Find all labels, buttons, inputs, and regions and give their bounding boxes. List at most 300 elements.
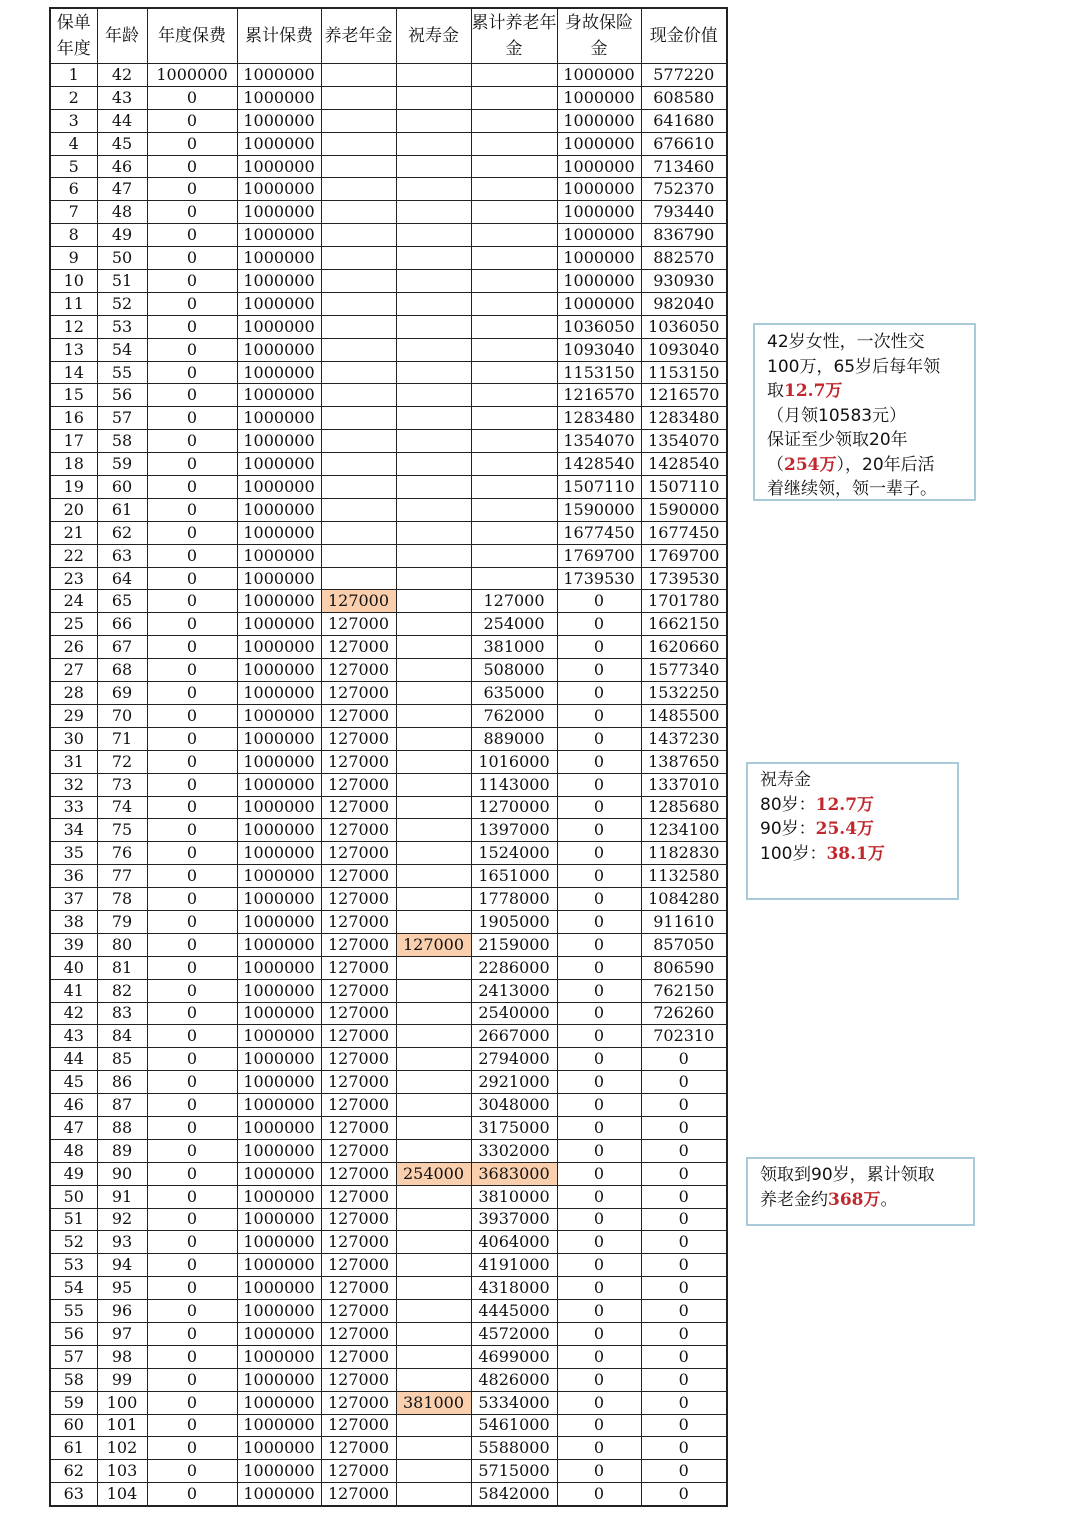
table-row — [50, 979, 727, 1002]
table-row — [50, 1208, 727, 1231]
cell-annual-premium: 0 — [147, 567, 237, 590]
cell-cumulative-annuity — [471, 407, 557, 430]
cell-age: 59 — [97, 453, 147, 476]
cell-longevity-bonus — [396, 1322, 471, 1345]
cell-death-benefit: 0 — [557, 704, 641, 727]
cell-policy-year: 3 — [50, 109, 97, 132]
bonus-age-90: 90岁： — [760, 819, 816, 839]
cell-cumulative-annuity — [471, 109, 557, 132]
cell-longevity-bonus — [396, 842, 471, 865]
cell-policy-year: 13 — [50, 338, 97, 361]
cell-cash-value: 793440 — [641, 201, 727, 224]
cell-annual-premium: 0 — [147, 613, 237, 636]
cell-cumulative-premium: 1000000 — [237, 659, 321, 682]
cell-policy-year: 52 — [50, 1231, 97, 1254]
cell-age: 94 — [97, 1254, 147, 1277]
cell-annuity — [321, 476, 396, 499]
cell-cumulative-premium: 1000000 — [237, 727, 321, 750]
cell-policy-year: 16 — [50, 407, 97, 430]
cell-age: 74 — [97, 796, 147, 819]
cell-age: 85 — [97, 1048, 147, 1071]
cell-cumulative-premium: 1000000 — [237, 270, 321, 293]
cell-cash-value: 0 — [641, 1254, 727, 1277]
summary-note — [753, 323, 976, 501]
table-row — [50, 498, 727, 521]
cell-death-benefit: 0 — [557, 1460, 641, 1483]
table-row — [50, 1345, 727, 1368]
cell-longevity-bonus — [396, 270, 471, 293]
cell-cash-value: 0 — [641, 1071, 727, 1094]
cell-age: 56 — [97, 384, 147, 407]
cell-age: 49 — [97, 224, 147, 247]
cell-age: 60 — [97, 476, 147, 499]
cell-cumulative-annuity: 5715000 — [471, 1460, 557, 1483]
cell-longevity-bonus — [396, 636, 471, 659]
cell-annuity — [321, 407, 396, 430]
table-row — [50, 888, 727, 911]
cell-death-benefit: 0 — [557, 1185, 641, 1208]
cell-death-benefit: 0 — [557, 1414, 641, 1437]
cell-death-benefit: 0 — [557, 1391, 641, 1414]
cell-cash-value: 0 — [641, 1391, 727, 1414]
cell-death-benefit: 1000000 — [557, 155, 641, 178]
cell-annuity: 127000 — [321, 1277, 396, 1300]
cell-cumulative-annuity: 381000 — [471, 636, 557, 659]
cell-cumulative-annuity — [471, 247, 557, 270]
cell-cash-value: 0 — [641, 1437, 727, 1460]
cell-longevity-bonus — [396, 1048, 471, 1071]
cell-cumulative-annuity: 508000 — [471, 659, 557, 682]
cell-longevity-bonus — [396, 819, 471, 842]
cell-death-benefit: 0 — [557, 842, 641, 865]
cell-policy-year: 43 — [50, 1025, 97, 1048]
cell-age: 53 — [97, 315, 147, 338]
cell-cash-value: 0 — [641, 1483, 727, 1506]
table-row — [50, 750, 727, 773]
cell-policy-year: 55 — [50, 1300, 97, 1323]
table-row — [50, 315, 727, 338]
cell-policy-year: 48 — [50, 1139, 97, 1162]
cell-death-benefit: 1590000 — [557, 498, 641, 521]
bonus-age-100: 100岁： — [760, 843, 827, 864]
cell-annuity: 127000 — [321, 1025, 396, 1048]
cell-cumulative-premium: 1000000 — [237, 842, 321, 865]
cell-cumulative-premium: 1000000 — [237, 636, 321, 659]
cell-longevity-bonus — [396, 109, 471, 132]
cell-age: 67 — [97, 636, 147, 659]
cell-annual-premium: 0 — [147, 132, 237, 155]
cell-cumulative-premium: 1000000 — [237, 453, 321, 476]
cell-death-benefit: 1000000 — [557, 109, 641, 132]
cell-annuity: 127000 — [321, 842, 396, 865]
cell-policy-year: 1 — [50, 64, 97, 87]
cell-age: 88 — [97, 1116, 147, 1139]
cell-death-benefit: 1000000 — [557, 201, 641, 224]
total-annuity-note — [746, 1157, 975, 1226]
cell-annuity: 127000 — [321, 636, 396, 659]
cell-cumulative-annuity: 1016000 — [471, 750, 557, 773]
cell-death-benefit: 0 — [557, 1116, 641, 1139]
cell-annuity — [321, 498, 396, 521]
cell-policy-year: 58 — [50, 1368, 97, 1391]
cell-death-benefit: 0 — [557, 1231, 641, 1254]
cell-annual-premium: 0 — [147, 865, 237, 888]
cell-annual-premium: 0 — [147, 453, 237, 476]
cell-policy-year: 34 — [50, 819, 97, 842]
cell-cash-value: 0 — [641, 1048, 727, 1071]
cell-cumulative-premium: 1000000 — [237, 1300, 321, 1323]
cell-annuity: 127000 — [321, 1391, 396, 1414]
table-row — [50, 521, 727, 544]
cell-cash-value: 1182830 — [641, 842, 727, 865]
cell-longevity-bonus — [396, 1300, 471, 1323]
cell-annuity — [321, 109, 396, 132]
cell-age: 76 — [97, 842, 147, 865]
table-row — [50, 567, 727, 590]
cell-annuity — [321, 270, 396, 293]
cell-age: 91 — [97, 1185, 147, 1208]
cell-cumulative-premium: 1000000 — [237, 361, 321, 384]
cell-longevity-bonus — [396, 64, 471, 87]
guaranteed-total: 254万 — [784, 454, 837, 475]
cell-cumulative-annuity: 4191000 — [471, 1254, 557, 1277]
cell-longevity-bonus — [396, 682, 471, 705]
cell-policy-year: 24 — [50, 590, 97, 613]
cell-annuity: 127000 — [321, 979, 396, 1002]
cell-age: 83 — [97, 1002, 147, 1025]
cell-annual-premium: 0 — [147, 1300, 237, 1323]
cell-annual-premium: 0 — [147, 1368, 237, 1391]
cell-annual-premium: 0 — [147, 407, 237, 430]
cell-annuity — [321, 178, 396, 201]
table-row — [50, 1414, 727, 1437]
cell-longevity-bonus — [396, 567, 471, 590]
table-row — [50, 1094, 727, 1117]
table-row — [50, 1300, 727, 1323]
table-row — [50, 1322, 727, 1345]
cell-annuity — [321, 86, 396, 109]
cell-death-benefit: 1000000 — [557, 178, 641, 201]
cell-age: 81 — [97, 956, 147, 979]
cell-policy-year: 44 — [50, 1048, 97, 1071]
cell-cumulative-premium: 1000000 — [237, 178, 321, 201]
cell-cumulative-premium: 1000000 — [237, 315, 321, 338]
cell-age: 103 — [97, 1460, 147, 1483]
cell-cumulative-premium: 1000000 — [237, 109, 321, 132]
cell-annuity — [321, 521, 396, 544]
cell-cumulative-premium: 1000000 — [237, 1368, 321, 1391]
cell-age: 71 — [97, 727, 147, 750]
cell-cash-value: 1132580 — [641, 865, 727, 888]
cell-cash-value: 641680 — [641, 109, 727, 132]
cell-annuity — [321, 292, 396, 315]
table-row — [50, 1002, 727, 1025]
cell-annual-premium: 0 — [147, 86, 237, 109]
cell-annuity: 127000 — [321, 1139, 396, 1162]
cell-cumulative-annuity — [471, 201, 557, 224]
cell-cash-value: 982040 — [641, 292, 727, 315]
cell-annuity — [321, 247, 396, 270]
cell-longevity-bonus — [396, 865, 471, 888]
cell-policy-year: 53 — [50, 1254, 97, 1277]
table-row — [50, 384, 727, 407]
cell-longevity-bonus — [396, 1208, 471, 1231]
cell-cash-value: 0 — [641, 1208, 727, 1231]
cell-cumulative-premium: 1000000 — [237, 1116, 321, 1139]
cell-annual-premium: 0 — [147, 1460, 237, 1483]
cell-cash-value: 1662150 — [641, 613, 727, 636]
table-row — [50, 819, 727, 842]
cell-annual-premium: 0 — [147, 224, 237, 247]
cell-death-benefit: 0 — [557, 819, 641, 842]
cell-annual-premium: 0 — [147, 1322, 237, 1345]
cell-longevity-bonus: 381000 — [396, 1391, 471, 1414]
cell-cumulative-premium: 1000000 — [237, 384, 321, 407]
cell-death-benefit: 1093040 — [557, 338, 641, 361]
table-row — [50, 109, 727, 132]
cell-cumulative-annuity: 5588000 — [471, 1437, 557, 1460]
cell-cumulative-annuity — [471, 384, 557, 407]
cell-annuity: 127000 — [321, 1048, 396, 1071]
cell-cash-value: 0 — [641, 1094, 727, 1117]
cell-longevity-bonus — [396, 453, 471, 476]
cell-annual-premium: 0 — [147, 109, 237, 132]
cell-policy-year: 14 — [50, 361, 97, 384]
bonus-amount-90: 25.4万 — [815, 819, 875, 839]
cell-cumulative-premium: 1000000 — [237, 1460, 321, 1483]
cell-cumulative-premium: 1000000 — [237, 247, 321, 270]
cell-annual-premium: 1000000 — [147, 64, 237, 87]
summary-line-3-prefix: 取 — [767, 381, 784, 401]
cell-longevity-bonus — [396, 1414, 471, 1437]
cell-policy-year: 46 — [50, 1094, 97, 1117]
cell-policy-year: 5 — [50, 155, 97, 178]
cell-longevity-bonus — [396, 498, 471, 521]
cell-age: 57 — [97, 407, 147, 430]
cell-cumulative-premium: 1000000 — [237, 1231, 321, 1254]
cell-annuity: 127000 — [321, 704, 396, 727]
cell-annuity — [321, 361, 396, 384]
header-death-benefit: 身故保险金 — [557, 8, 641, 64]
cell-policy-year: 54 — [50, 1277, 97, 1300]
cell-cash-value: 1677450 — [641, 521, 727, 544]
cell-cumulative-premium: 1000000 — [237, 201, 321, 224]
table-row — [50, 453, 727, 476]
cell-cash-value: 1153150 — [641, 361, 727, 384]
table-row — [50, 636, 727, 659]
cell-cumulative-premium: 1000000 — [237, 1414, 321, 1437]
cell-longevity-bonus — [396, 1185, 471, 1208]
benefit-table — [49, 7, 728, 1507]
cell-annuity: 127000 — [321, 1460, 396, 1483]
cell-death-benefit: 0 — [557, 1025, 641, 1048]
cell-annual-premium: 0 — [147, 750, 237, 773]
cell-cumulative-annuity: 3810000 — [471, 1185, 557, 1208]
cell-policy-year: 35 — [50, 842, 97, 865]
cell-death-benefit: 0 — [557, 910, 641, 933]
cell-annuity: 127000 — [321, 727, 396, 750]
cell-policy-year: 37 — [50, 888, 97, 911]
cell-cumulative-annuity: 2921000 — [471, 1071, 557, 1094]
cell-death-benefit: 0 — [557, 750, 641, 773]
cell-age: 100 — [97, 1391, 147, 1414]
summary-line-2: 100万，65岁后每年领 — [767, 356, 941, 377]
cell-cumulative-annuity: 5334000 — [471, 1391, 557, 1414]
cell-annuity: 127000 — [321, 1345, 396, 1368]
cell-age: 63 — [97, 544, 147, 567]
cell-cumulative-premium: 1000000 — [237, 704, 321, 727]
cell-cash-value: 1577340 — [641, 659, 727, 682]
cell-annual-premium: 0 — [147, 292, 237, 315]
cell-annual-premium: 0 — [147, 727, 237, 750]
cell-policy-year: 36 — [50, 865, 97, 888]
cell-policy-year: 40 — [50, 956, 97, 979]
cell-death-benefit: 1354070 — [557, 430, 641, 453]
cell-annual-premium: 0 — [147, 201, 237, 224]
cell-longevity-bonus — [396, 979, 471, 1002]
cell-cash-value: 0 — [641, 1185, 727, 1208]
table-row — [50, 1483, 727, 1506]
cell-policy-year: 6 — [50, 178, 97, 201]
table-row — [50, 544, 727, 567]
cell-annual-premium: 0 — [147, 430, 237, 453]
cell-death-benefit: 1000000 — [557, 224, 641, 247]
cell-cumulative-premium: 1000000 — [237, 933, 321, 956]
cell-cumulative-premium: 1000000 — [237, 796, 321, 819]
cell-cash-value: 0 — [641, 1162, 727, 1185]
cell-cash-value: 1485500 — [641, 704, 727, 727]
cell-policy-year: 42 — [50, 1002, 97, 1025]
cell-policy-year: 28 — [50, 682, 97, 705]
cell-age: 89 — [97, 1139, 147, 1162]
table-row — [50, 201, 727, 224]
cell-policy-year: 15 — [50, 384, 97, 407]
cell-death-benefit: 0 — [557, 979, 641, 1002]
cell-death-benefit: 1000000 — [557, 292, 641, 315]
cell-annuity: 127000 — [321, 865, 396, 888]
cell-longevity-bonus — [396, 1437, 471, 1460]
cell-longevity-bonus — [396, 750, 471, 773]
table-row — [50, 1437, 727, 1460]
cell-death-benefit: 0 — [557, 773, 641, 796]
table-header-row — [50, 8, 727, 64]
cell-cumulative-annuity: 254000 — [471, 613, 557, 636]
header-cumulative-annuity: 累计养老年金 — [471, 8, 557, 64]
cell-cumulative-premium: 1000000 — [237, 819, 321, 842]
cell-longevity-bonus — [396, 1460, 471, 1483]
cell-death-benefit: 0 — [557, 727, 641, 750]
table-row — [50, 956, 727, 979]
cell-annuity: 127000 — [321, 1071, 396, 1094]
table-row — [50, 727, 727, 750]
cell-longevity-bonus: 127000 — [396, 933, 471, 956]
table-row — [50, 1116, 727, 1139]
cell-annuity: 127000 — [321, 1185, 396, 1208]
cell-cumulative-annuity — [471, 178, 557, 201]
cell-cumulative-annuity: 2159000 — [471, 933, 557, 956]
cell-cumulative-premium: 1000000 — [237, 590, 321, 613]
cell-death-benefit: 0 — [557, 865, 641, 888]
cell-age: 48 — [97, 201, 147, 224]
cell-death-benefit: 0 — [557, 1048, 641, 1071]
cell-age: 61 — [97, 498, 147, 521]
cell-policy-year: 57 — [50, 1345, 97, 1368]
cell-annuity: 127000 — [321, 796, 396, 819]
cell-longevity-bonus — [396, 247, 471, 270]
cell-policy-year: 50 — [50, 1185, 97, 1208]
cell-policy-year: 60 — [50, 1414, 97, 1437]
cell-policy-year: 21 — [50, 521, 97, 544]
table-row — [50, 1231, 727, 1254]
cell-longevity-bonus — [396, 86, 471, 109]
cell-age: 77 — [97, 865, 147, 888]
cell-death-benefit: 1000000 — [557, 86, 641, 109]
cell-longevity-bonus — [396, 590, 471, 613]
bonus-row-100 — [760, 842, 957, 867]
cell-cumulative-premium: 1000000 — [237, 1208, 321, 1231]
table-row — [50, 178, 727, 201]
bonus-age-80: 80岁： — [760, 794, 816, 815]
cell-cumulative-annuity — [471, 338, 557, 361]
cell-cash-value: 857050 — [641, 933, 727, 956]
cell-policy-year: 11 — [50, 292, 97, 315]
cell-death-benefit: 1000000 — [557, 270, 641, 293]
cell-cumulative-annuity — [471, 498, 557, 521]
cell-cumulative-annuity: 1270000 — [471, 796, 557, 819]
cell-policy-year: 31 — [50, 750, 97, 773]
summary-line-5-prefix: （ — [767, 454, 784, 475]
cell-cash-value: 1285680 — [641, 796, 727, 819]
table-row — [50, 132, 727, 155]
cell-cash-value: 1701780 — [641, 590, 727, 613]
cell-cumulative-annuity — [471, 361, 557, 384]
cell-cumulative-premium: 1000000 — [237, 224, 321, 247]
cell-age: 64 — [97, 567, 147, 590]
cell-age: 97 — [97, 1322, 147, 1345]
cell-cumulative-annuity: 4318000 — [471, 1277, 557, 1300]
cell-policy-year: 10 — [50, 270, 97, 293]
cell-policy-year: 4 — [50, 132, 97, 155]
header-cash-value: 现金价值 — [641, 8, 727, 64]
cell-cumulative-premium: 1000000 — [237, 498, 321, 521]
table-row — [50, 704, 727, 727]
summary-line-4: 保证至少领取20年 — [767, 430, 908, 450]
cell-age: 90 — [97, 1162, 147, 1185]
cell-cash-value: 1337010 — [641, 773, 727, 796]
cell-cumulative-annuity: 2286000 — [471, 956, 557, 979]
cell-cumulative-annuity: 3175000 — [471, 1116, 557, 1139]
cell-annuity: 127000 — [321, 1208, 396, 1231]
cell-cumulative-annuity: 3937000 — [471, 1208, 557, 1231]
cell-cumulative-annuity: 1651000 — [471, 865, 557, 888]
cell-annual-premium: 0 — [147, 247, 237, 270]
cell-death-benefit: 0 — [557, 933, 641, 956]
cell-policy-year: 18 — [50, 453, 97, 476]
cell-cash-value: 702310 — [641, 1025, 727, 1048]
cell-policy-year: 30 — [50, 727, 97, 750]
cell-policy-year: 27 — [50, 659, 97, 682]
cell-cumulative-annuity: 5461000 — [471, 1414, 557, 1437]
table-row — [50, 86, 727, 109]
table-row — [50, 1025, 727, 1048]
cell-longevity-bonus — [396, 796, 471, 819]
cell-age: 102 — [97, 1437, 147, 1460]
cell-cumulative-premium: 1000000 — [237, 1437, 321, 1460]
cell-annual-premium: 0 — [147, 979, 237, 1002]
cell-policy-year: 17 — [50, 430, 97, 453]
cell-longevity-bonus — [396, 224, 471, 247]
cell-death-benefit: 0 — [557, 1437, 641, 1460]
